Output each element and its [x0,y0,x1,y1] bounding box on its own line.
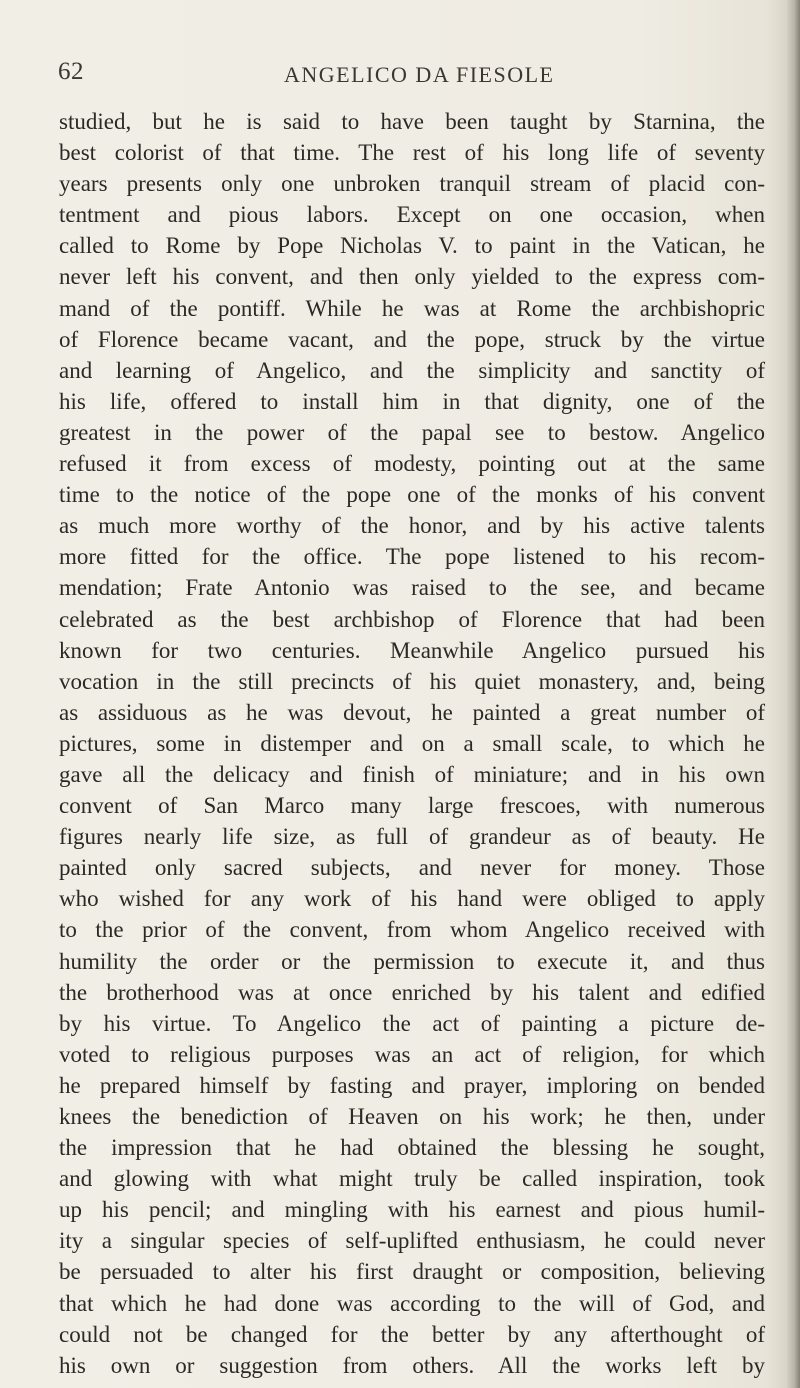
text-line: painted only sacred subjects, and never for money. Those [59,855,765,881]
text-line: called to Rome by Pope Nicholas V. to paint in the Vatican, he [59,233,765,259]
text-line: that which he had done was according to the will of God, and [59,1290,765,1316]
text-line: ity a singular species of self-uplifted enthusiasm, he could never [59,1228,765,1254]
text-line: celebrated as the best archbishop of Florence that had been [59,606,765,632]
text-line: mand of the pontiff. While he was at Rome the archbishopric [59,295,765,321]
text-line: studied, but he is said to have been taught by Starnina, the [59,109,765,134]
text-line: could not be changed for the better by any afterthought of [59,1321,765,1347]
text-line: and glowing with what might truly be called inspiration, took [59,1166,765,1192]
text-line: convent of San Marco many large frescoes, with numerous [59,793,765,819]
text-line: to the prior of the convent, from whom Angelico received with [59,917,765,943]
text-line: tentment and pious labors. Except on one occasion, when [59,202,765,228]
text-line: be persuaded to alter his first draught or composition, believing [59,1259,765,1285]
text-line: voted to religious purposes was an act of religion, for which [59,1041,765,1067]
text-line: gave all the delicacy and finish of miniature; and in his own [59,761,765,787]
body-text [59,106,765,1381]
text-line: more fitted for the office. The pope listened to his recom- [59,544,765,570]
text-line: he prepared himself by fasting and prayer, imploring on bended [59,1072,765,1098]
text-line: refused it from excess of modesty, pointing out at the same [59,451,765,477]
text-line: greatest in the power of the papal see to bestow. Angelico [59,419,765,445]
running-title: ANGELICO DA FIESOLE [284,62,555,87]
text-line: as much more worthy of the honor, and by his active talents [59,513,765,539]
page-edge-shadow [786,0,800,1388]
text-line: known for two centuries. Meanwhile Angelico pursued his [59,637,765,663]
page-number: 62 [58,58,84,85]
text-line: never left his convent, and then only yielded to the express com- [59,264,765,290]
text-line: who wished for any work of his hand were obliged to apply [59,886,765,912]
text-line: up his pencil; and mingling with his earnest and pious humil- [59,1197,765,1223]
text-line: best colorist of that time. The rest of his long life of seventy [59,140,765,166]
text-line: knees the benediction of Heaven on his work; he then, under [59,1104,765,1129]
text-line: his life, offered to install him in that dignity, one of the [59,388,765,414]
text-line: mendation; Frate Antonio was raised to the see, and became [59,575,765,601]
text-line: his own or suggestion from others. All the works left by [59,1352,765,1378]
text-line: the brotherhood was at once enriched by his talent and edified [59,979,765,1005]
text-line: pictures, some in distemper and on a small scale, to which he [59,730,765,756]
text-line: humility the order or the permission to execute it, and thus [59,948,765,974]
text-line: and learning of Angelico, and the simplicity and sanctity of [59,357,765,383]
text-line: vocation in the still precincts of his quiet monastery, and, being [59,668,765,694]
text-line: figures nearly life size, as full of grandeur as of beauty. He [59,824,765,850]
text-line: years presents only one unbroken tranquil stream of placid con- [59,171,765,197]
page-header [0,58,800,98]
text-line: as assiduous as he was devout, he painted a great number of [59,699,765,725]
text-line: the impression that he had obtained the blessing he sought, [59,1135,765,1161]
text-line: time to the notice of the pope one of the monks of his convent [59,482,765,508]
text-line: of Florence became vacant, and the pope, struck by the virtue [59,326,765,352]
text-line: by his virtue. To Angelico the act of painting a picture de- [59,1010,765,1036]
